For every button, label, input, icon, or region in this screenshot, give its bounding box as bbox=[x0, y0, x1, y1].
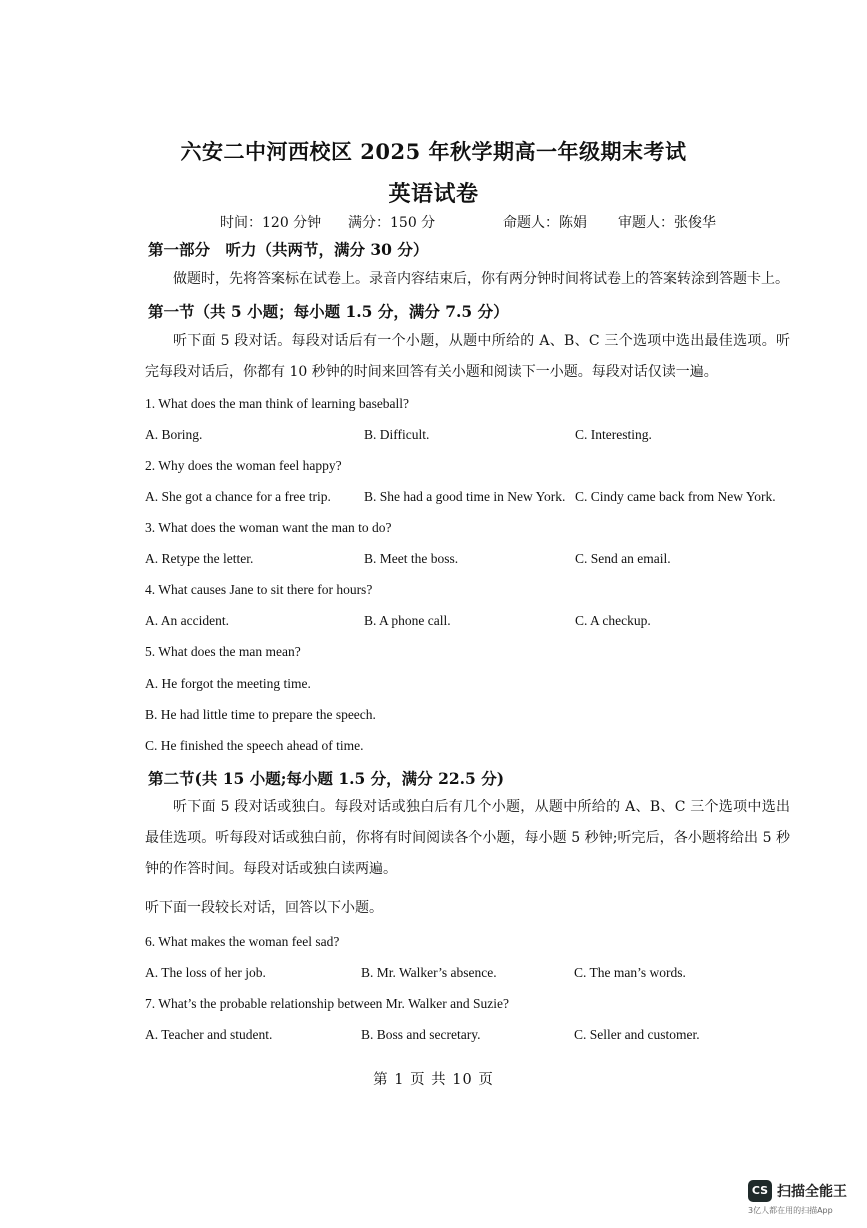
q2-option-c: C. Cindy came back from New York. bbox=[575, 489, 776, 504]
q5-option-a: A. He forgot the meeting time. bbox=[145, 676, 311, 691]
q4-option-b: B. A phone call. bbox=[364, 613, 451, 628]
q6-option-a: A. The loss of her job. bbox=[145, 965, 266, 980]
exam-subject: 英语试卷 bbox=[388, 181, 479, 207]
exam-author: 命题人：陈娟 bbox=[503, 215, 587, 231]
q3-option-a: A. Retype the letter. bbox=[145, 551, 254, 566]
camscanner-logo-icon: CS bbox=[748, 1180, 772, 1202]
part1-heading: 第一部分 听力（共两节，满分 30 分） bbox=[148, 240, 429, 259]
question-5: 5. What does the man mean? bbox=[145, 644, 301, 659]
scanner-app-slogan: 3亿人都在用的扫描App bbox=[748, 1206, 833, 1215]
q1-option-c: C. Interesting. bbox=[575, 427, 652, 442]
section2-heading: 第二节(共 15 小题;每小题 1.5 分，满分 22.5 分) bbox=[148, 769, 505, 788]
page-number: 第 1 页 共 10 页 bbox=[373, 1072, 494, 1088]
q7-option-a: A. Teacher and student. bbox=[145, 1027, 273, 1042]
q7-option-c: C. Seller and customer. bbox=[574, 1027, 700, 1042]
section1-heading: 第一节（共 5 小题；每小题 1.5 分，满分 7.5 分） bbox=[148, 302, 509, 321]
q2-option-b: B. She had a good time in New York. bbox=[364, 489, 566, 504]
section1-instruction: 听下面 5 段对话。每段对话后有一个小题，从题中所给的 A、B、C 三个选项中选出最佳选项。听完每段对话后，你都有 10 秒钟的时间来回答有关小题和阅读下一小题。每段对话仅读一遍。 bbox=[145, 333, 790, 380]
scanner-app-name: 扫描全能王 bbox=[777, 1184, 847, 1200]
exam-reviewer: 审题人：张俊华 bbox=[618, 215, 716, 231]
exam-time: 时间：120 分钟 bbox=[220, 215, 322, 231]
scanner-watermark bbox=[748, 1178, 856, 1220]
question-7: 7. What’s the probable relationship between Mr. Walker and Suzie? bbox=[145, 996, 509, 1011]
q5-option-c: C. He finished the speech ahead of time. bbox=[145, 738, 364, 753]
q6-option-b: B. Mr. Walker’s absence. bbox=[361, 965, 497, 980]
q2-option-a: A. She got a chance for a free trip. bbox=[145, 489, 331, 504]
q4-option-a: A. An accident. bbox=[145, 613, 229, 628]
section2-lead: 听下面一段较长对话，回答以下小题。 bbox=[145, 900, 383, 916]
q4-option-c: C. A checkup. bbox=[575, 613, 651, 628]
q5-option-b: B. He had little time to prepare the speech. bbox=[145, 707, 376, 722]
question-2: 2. Why does the woman feel happy? bbox=[145, 458, 342, 473]
question-1: 1. What does the man think of learning baseball? bbox=[145, 396, 410, 411]
q3-option-b: B. Meet the boss. bbox=[364, 551, 459, 566]
q1-option-b: B. Difficult. bbox=[364, 427, 430, 442]
q3-option-c: C. Send an email. bbox=[575, 551, 671, 566]
exam-score: 满分：150 分 bbox=[348, 215, 436, 231]
section2-instruction: 听下面 5 段对话或独白。每段对话或独白后有几个小题，从题中所给的 A、B、C 三个选项中选出最佳选项。听每段对话或独白前，你将有时间阅读各个小题，每小题 5 秒钟;听完后，各小题将给出 5 秒钟的作答时间。每段对话或独白读两遍。 bbox=[145, 799, 790, 877]
q6-option-c: C. The man’s words. bbox=[574, 965, 686, 980]
q1-option-a: A. Boring. bbox=[145, 427, 203, 442]
exam-title: 六安二中河西校区 2025 年秋学期高一年级期末考试 bbox=[180, 139, 687, 164]
question-4: 4. What causes Jane to sit there for hours? bbox=[145, 582, 373, 597]
question-6: 6. What makes the woman feel sad? bbox=[145, 934, 340, 949]
q7-option-b: B. Boss and secretary. bbox=[361, 1027, 481, 1042]
question-3: 3. What does the woman want the man to do? bbox=[145, 520, 392, 535]
part1-instruction: 做题时，先将答案标在试卷上。录音内容结束后，你有两分钟时间将试卷上的答案转涂到答题卡上。 bbox=[173, 271, 789, 287]
